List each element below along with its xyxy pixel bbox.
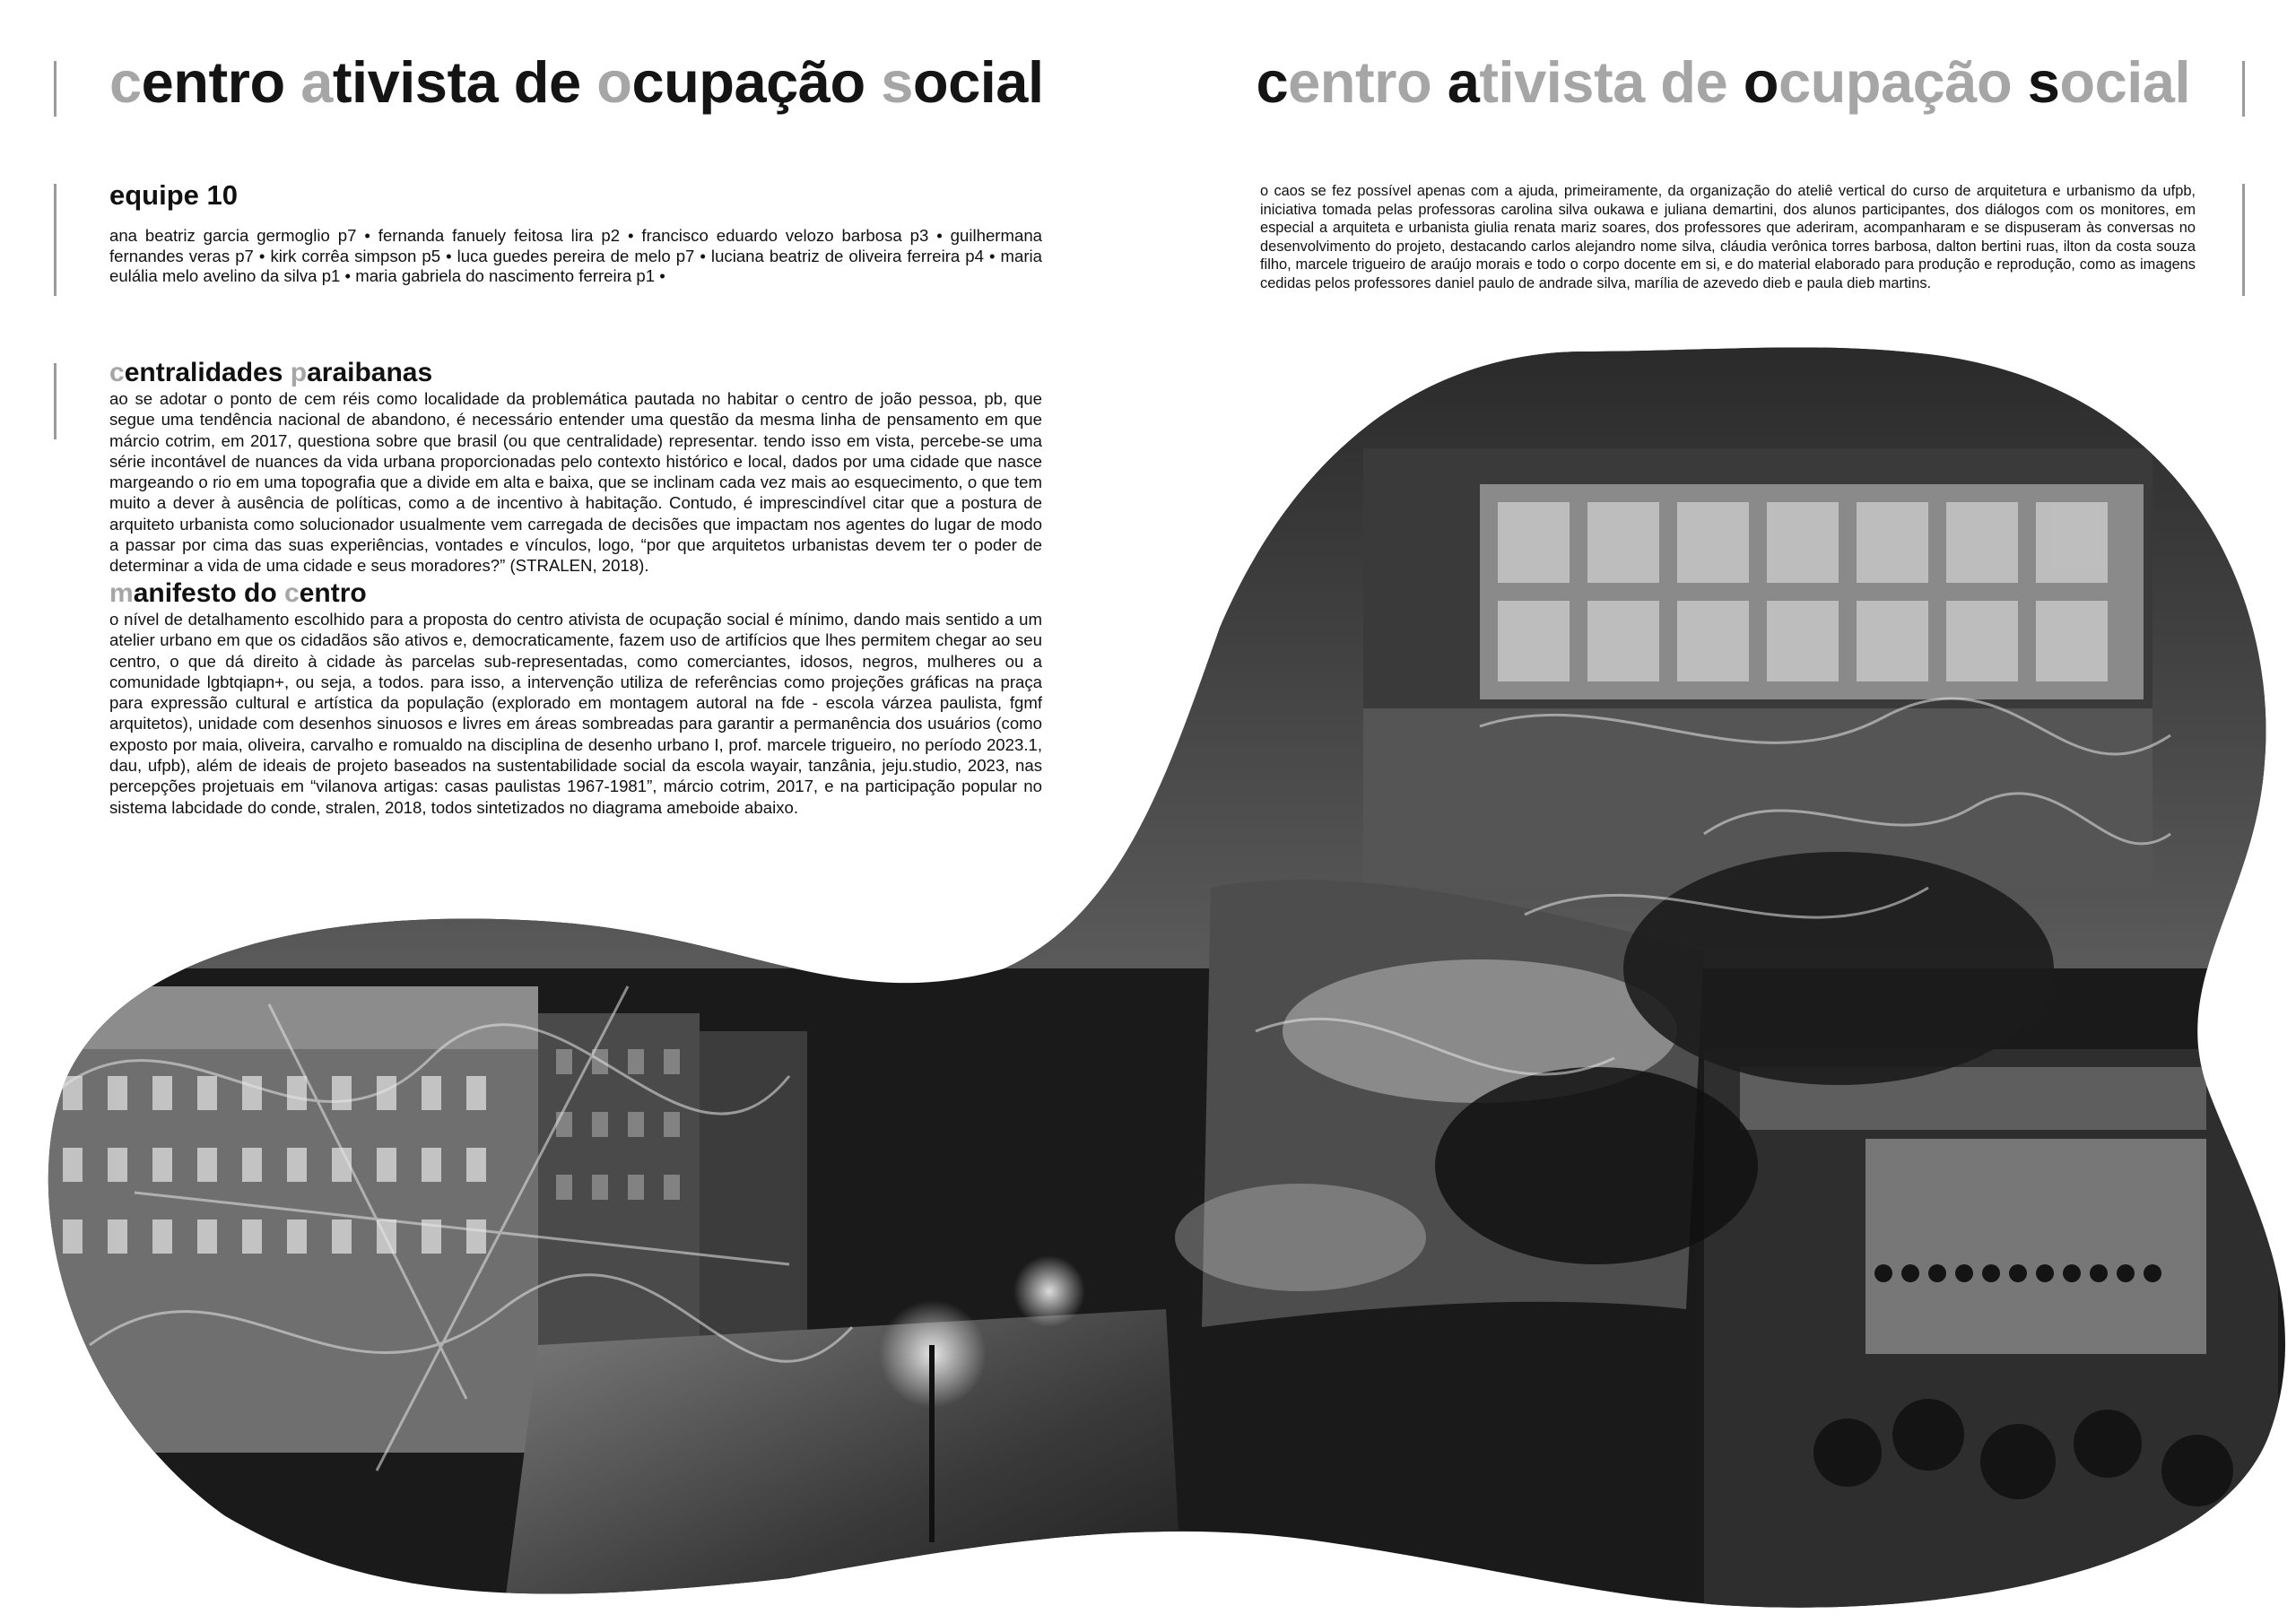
title-segment: tivista de (332, 49, 597, 115)
title-segment: ocial (2059, 49, 2190, 115)
community-gathering-photo (1704, 1049, 2278, 1623)
heading-initial: p (290, 358, 308, 387)
heading-text: anifesto do (133, 578, 285, 608)
title-segment: s (2027, 49, 2060, 115)
projection-building-photo (1363, 448, 2152, 888)
heading-initial: m (109, 578, 134, 608)
heading-text: araibanas (307, 358, 433, 387)
title-segment: tivista de (1479, 49, 1744, 115)
title-segment: s (881, 49, 913, 115)
team-heading: equipe 10 (109, 179, 238, 211)
title-segment: c (109, 49, 142, 115)
title-segment: entro (141, 49, 301, 115)
heading-text: entralidades (124, 358, 291, 387)
acknowledgements-text: o caos se fez possível apenas com a ajuda, primeiramente, da organização do ateliê vertical do curso de arquitetura e urbanismo da ufpb, iniciativa tomada pelas professoras carolina silva oukawa e juliana demartini, dos alunos participantes, dos diálogos com os monitores, em especial a arquiteta e urbanista giulia renata mariz soares, dos professores que aderiram, acompanharam e se dispuseram às conversas no desenvolvimento do projeto, destacando carlos alejandro nome silva, cláudia verônica torres barbosa, dalton bertini ruas, ilton da costa souza filho, marcele trigueiro de araújo morais e todo o corpo docente em si, e do material elaborado para produção e reprodução, como as imagens cedidas pelos professores daniel paulo de andrade silva, marília de azevedo dieb e paula dieb martins. (1260, 183, 2196, 291)
heading-text: entro (299, 578, 367, 608)
title-segment: a (300, 49, 333, 115)
title-segment: o (1743, 49, 1779, 115)
section-body-manifesto: o nível de detalhamento escolhido para a proposta do centro ativista de ocupação social é mínimo, dando mais sentido a um atelier urbano em que os cidadãos são ativos e, democraticamente, fazem uso de artifícios que lhes permitem chegar ao seu centro, o que dá direito à cidade às parcelas sub-representadas, como comerciantes, idosos, negros, mulheres ou a comunidade lgbtqiapn+, ou seja, a todos. para isso, a intervenção utiliza de referências como projeções gráficas na praça para expressão cultural e artística da população (explorado em montagem autoral na fde - escola várzea paulista, fgmf arquitetos), unidade com desenhos sinuosos e livres em áreas sombreadas para garantir a permanência dos usuários (como exposto por maia, oliveira, carvalho e romualdo na disciplina de desenho urbano I, prof. marcele trigueiro, no período 2023.1, dau, ufpb), além de ideais de projeto baseados na sustentabilidade social da escola wayair, tanzânia, jeju.studio, 2023, nas percepções projetuais em “vilanova artigas: casas paulistas 1967-1981”, márcio cotrim, 2017, e na participação popular no sistema labcidade do conde, stralen, 2018, todos sintetizados no diagrama ameboide abaixo. (109, 610, 1042, 817)
team-members: ana beatriz garcia germoglio p7 • fernanda fanuely feitosa lira p2 • francisco eduardo velozo barbosa p3 • guilhermana fernandes veras p7 • kirk corrêa simpson p5 • luca guedes pereira de melo p7 • luciana beatriz de oliveira ferreira p4 • maria eulália melo avelino da silva p1 • maria gabriela do nascimento ferreira p1 • (109, 226, 1042, 285)
heading-initial: c (109, 358, 125, 387)
title-segment: o (596, 49, 632, 115)
title-segment: c (1256, 49, 1289, 115)
heading-initial: c (284, 578, 300, 608)
title-segment: cupação (1778, 49, 2028, 115)
title-segment: entro (1288, 49, 1448, 115)
title-segment: a (1447, 49, 1480, 115)
title-segment: ocial (912, 49, 1044, 115)
section-body-centralidades: ao se adotar o ponto de cem réis como localidade da problemática pautada no habitar o centro de joão pessoa, pb, que segue uma tendência nacional de abandono, é necessário entender uma questão da mesma linha de pensamento em que márcio cotrim, em 2017, questiona sobre que brasil (ou que centralidade) representar. tendo isso em vista, percebe-se uma série incontável de nuances da vida urbana proporcionadas pelo contexto histórico e local, dados por uma cidade que nasce margeando o rio em uma topografia que a divide em alta e baixa, que se inclinam cada vez mais ao esquecimento, o que tem muito a dever à ausência de políticas, como a de incentivo à habitação. Contudo, é imprescindível citar que a postura de arquiteto urbanista como solucionador usualmente vem carregada de decisões que impactam nos agentes do lugar de modo a passar por cima das suas experiências, vontades e vínculos, logo, “por que arquitetos urbanistas devem ter o poder de determinar a vida de uma cidade e seus moradores?” (STRALEN, 2018). (109, 389, 1042, 576)
title-segment: cupação (631, 49, 882, 115)
